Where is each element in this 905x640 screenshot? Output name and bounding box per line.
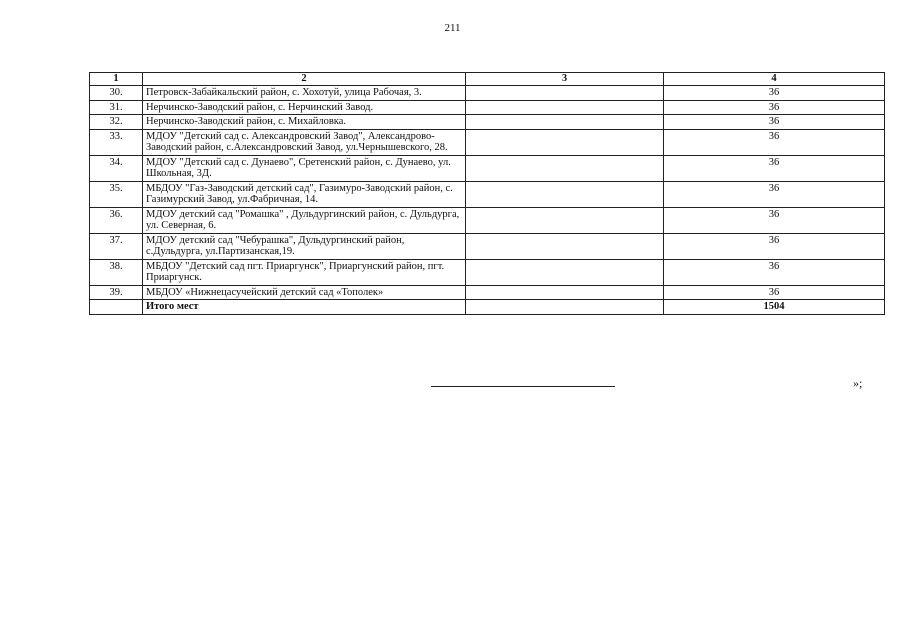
row-quantity: 36 [664,155,885,181]
row-number: 31. [90,100,143,115]
column-header-1: 1 [90,73,143,86]
row-description: Петровск-Забайкальский район, с. Хохотуй, улица Рабочая, 3. [143,86,466,101]
row-number: 38. [90,259,143,285]
row-col3 [466,129,664,155]
closing-quote: »; [853,376,863,390]
row-number: 32. [90,115,143,130]
row-description: МДОУ "Детский сад с. Александровский Завод", Александрово-Заводский район, с.Александровский Завод, ул.Чернышевского, 28. [143,129,466,155]
row-quantity: 36 [664,100,885,115]
row-col3 [466,86,664,101]
total-row [90,300,885,315]
table-row [90,86,885,101]
row-number: 35. [90,181,143,207]
row-col3 [466,115,664,130]
row-quantity: 36 [664,207,885,233]
row-number: 34. [90,155,143,181]
row-description: МБДОУ «Нижнецасучейский детский сад «Тополек» [143,285,466,300]
row-description: МБДОУ "Газ-Заводский детский сад", Газимуро-Заводский район, с. Газимурский Завод, ул.Фабричная, 14. [143,181,466,207]
row-number: 37. [90,233,143,259]
row-col3 [466,207,664,233]
row-quantity: 36 [664,233,885,259]
row-col3 [466,259,664,285]
row-quantity: 36 [664,115,885,130]
column-header-2: 2 [143,73,466,86]
table-row [90,207,885,233]
signature-line [431,386,615,387]
table-row [90,100,885,115]
row-description: МДОУ детский сад "Чебурашка", Дульдургинский район, с.Дульдурга, ул.Партизанская,19. [143,233,466,259]
row-number: 39. [90,285,143,300]
row-col3 [466,100,664,115]
row-description: Нерчинско-Заводский район, с. Михайловка. [143,115,466,130]
table-row [90,233,885,259]
row-number: 33. [90,129,143,155]
row-quantity: 36 [664,129,885,155]
row-quantity: 36 [664,285,885,300]
row-number: 30. [90,86,143,101]
table-row [90,259,885,285]
places-table [89,72,885,315]
total-num-cell [90,300,143,315]
row-quantity: 36 [664,86,885,101]
row-description: МДОУ "Детский сад с. Дунаево", Сретенский район, с. Дунаево, ул. Школьная, 3Д. [143,155,466,181]
row-col3 [466,155,664,181]
column-header-4: 4 [664,73,885,86]
table-row [90,155,885,181]
row-description: МДОУ детский сад "Ромашка" , Дульдургинский район, с. Дульдурга, ул. Северная, 6. [143,207,466,233]
table-header-row [90,73,885,86]
total-col3-cell [466,300,664,315]
table-row [90,285,885,300]
table-row [90,181,885,207]
table-row [90,115,885,130]
row-quantity: 36 [664,181,885,207]
row-number: 36. [90,207,143,233]
row-col3 [466,181,664,207]
row-description: МБДОУ "Детский сад пгт. Приаргунск", Приаргунский район, пгт. Приаргунск. [143,259,466,285]
row-col3 [466,233,664,259]
column-header-3: 3 [466,73,664,86]
row-quantity: 36 [664,259,885,285]
total-value: 1504 [664,300,885,315]
page-number: 211 [444,22,461,34]
total-label: Итого мест [143,300,466,315]
table-row [90,129,885,155]
row-description: Нерчинско-Заводский район, с. Нерчинский Завод. [143,100,466,115]
row-col3 [466,285,664,300]
